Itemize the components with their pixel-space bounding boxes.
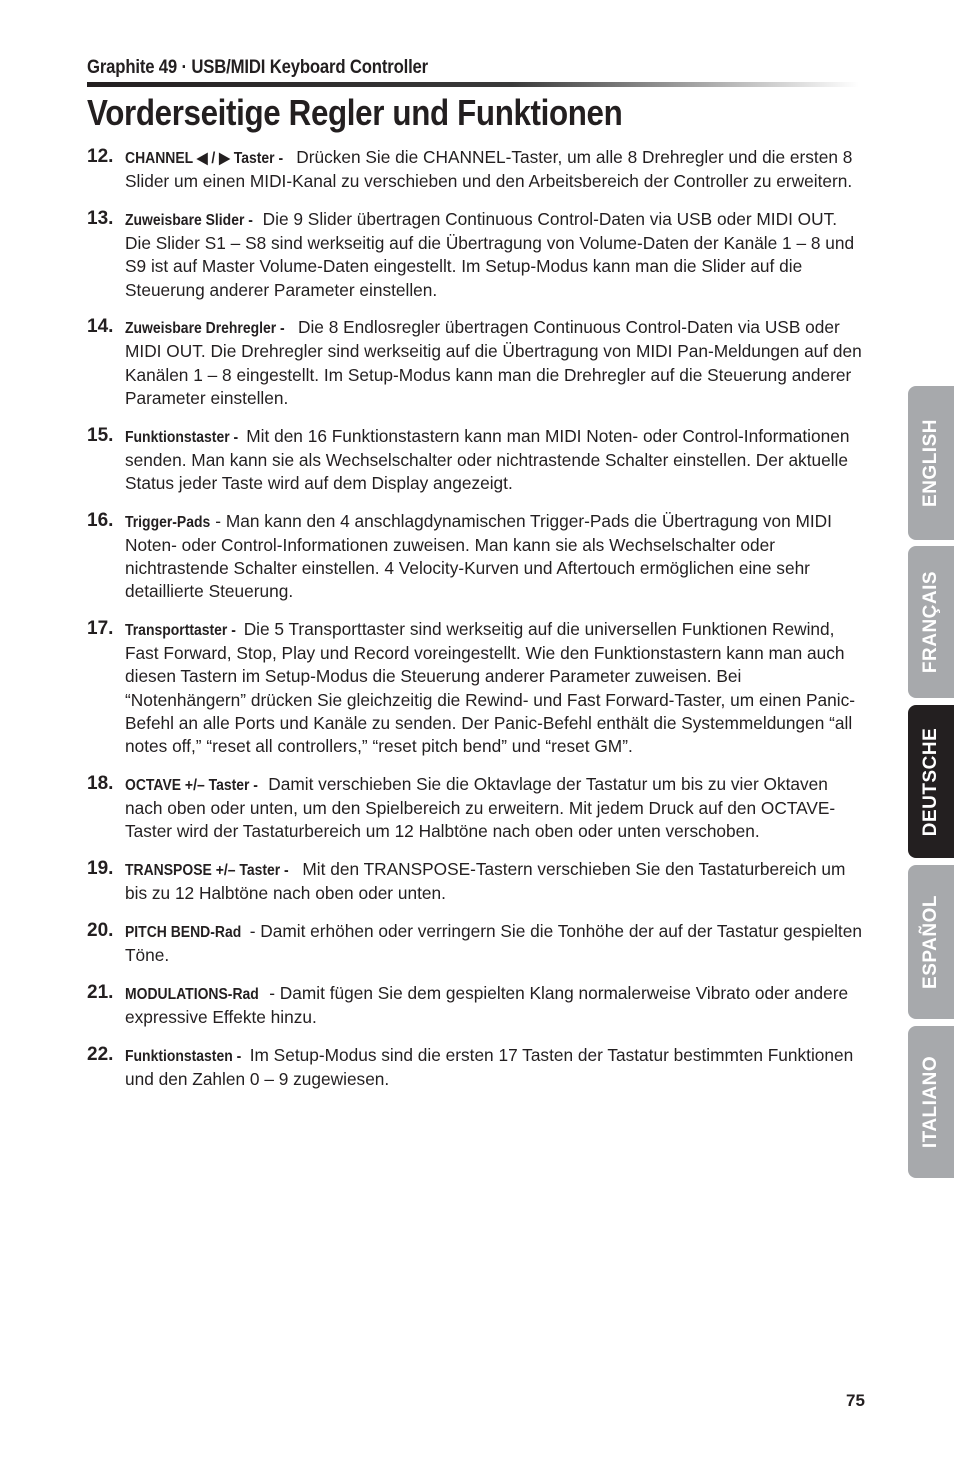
tab-label: ENGLISH <box>920 419 941 507</box>
item-description: Die 9 Slider übertragen Continuous Control-Daten via USB oder MIDI OUT. Die Slider S1 – S8 sind werkseitig auf die Übertragung von Volume-Daten der Kanäle 1 – 8 und S9 ist auf Master Volume-Daten eingestellt. Im Setup-Modus kann man die Slider auf die Steuerung anderer Parameter einstellen. <box>125 208 855 300</box>
list-item <box>87 858 867 905</box>
item-number: 12. <box>87 146 114 167</box>
item-number: 17. <box>87 617 114 639</box>
item-number: 14. <box>87 316 114 338</box>
item-term: Funktionstasten - <box>125 1047 242 1065</box>
item-number: 19. <box>87 857 114 879</box>
running-header: Graphite 49 · USB/MIDI Keyboard Controller <box>87 57 428 78</box>
item-term: PITCH BEND-Rad <box>125 923 242 941</box>
item-term: OCTAVE +/– Taster - <box>125 776 258 794</box>
item-term: Zuweisbare Drehregler - <box>125 320 285 338</box>
feature-list <box>87 146 867 1105</box>
item-description: - Damit fügen Sie dem gespielten Klang normalerweise Vibrato oder andere expressive Effekte hinzu. <box>125 982 849 1027</box>
item-number: 20. <box>87 919 114 941</box>
item-term: Zuweisbare Slider - <box>125 211 253 229</box>
list-item <box>87 208 867 302</box>
item-term: Trigger-Pads <box>125 513 211 531</box>
list-item <box>87 1044 867 1091</box>
item-number: 21. <box>87 981 114 1003</box>
item-description: Die 8 Endlosregler übertragen Continuous Control-Daten via USB oder MIDI OUT. Die Drehregler sind werkseitig auf die Übertragung von MIDI Pan-Meldungen auf den Kanälen 1 – 8 eingestellt. Im Setup-Modus kann man die Drehregler auf die Steuerung anderer Parameter einstellen. <box>125 317 862 408</box>
list-item <box>87 920 867 967</box>
item-term: Funktionstaster - <box>125 428 239 446</box>
page-title: Vorderseitige Regler und Funktionen <box>87 92 623 133</box>
item-description: Mit den 16 Funktionstastern kann man MIDI Noten- oder Control-Informationen senden. Man kann sie als Wechselschalter oder nichtrastende Schalter einstellen. Der aktuelle Status jeder Taste wird auf dem Display angezeigt. <box>125 425 850 493</box>
header-rule <box>87 82 859 87</box>
item-number: 22. <box>87 1043 114 1065</box>
item-term: MODULATIONS-Rad <box>125 985 259 1003</box>
tab-francais[interactable] <box>908 546 954 698</box>
item-term: Transporttaster - <box>125 621 236 639</box>
item-number: 16. <box>87 509 114 531</box>
list-item <box>87 425 867 496</box>
item-description: Im Setup-Modus sind die ersten 17 Tasten der Tastatur bestimmten Funktionen und den Zahlen 0 – 9 zugewiesen. <box>125 1044 854 1089</box>
tab-deutsche[interactable] <box>908 705 954 858</box>
tab-label: ITALIANO <box>920 1055 941 1149</box>
list-item <box>87 510 867 604</box>
tab-label: DEUTSCHE <box>920 727 941 836</box>
item-description: Mit den TRANSPOSE-Tastern verschieben Sie den Tastaturbereich um bis zu 12 Halbtöne nach oben oder unten. <box>125 858 846 903</box>
page-number: 75 <box>846 1391 865 1410</box>
item-description: Die 5 Transporttaster sind werkseitig auf die universellen Funktionen Rewind, Fast Forward, Stop, Play und Record voreingestellt. Wie den Funktionstastern kann man auch diesen Tastern im Setup-Modus die Steuerung anderer Parameter zuweisen. Bei “Notenhängern” drücken Sie gleichzeitig die Rewind- und Fast Forward-Taster, um einen Panic-Befehl an alle Ports und Kanäle zu senden. Der Panic-Befehl enthält die Systemmeldungen “all notes off,” “reset all controllers,” “reset pitch bend” und “reset GM”. <box>125 618 856 756</box>
tab-english[interactable] <box>908 386 954 540</box>
tab-label: ESPAÑOL <box>920 895 941 989</box>
tab-espanol[interactable] <box>908 865 954 1019</box>
item-number: 15. <box>87 424 114 446</box>
item-term: TRANSPOSE +/– Taster - <box>125 861 289 879</box>
list-item <box>87 316 867 410</box>
list-item <box>87 773 867 844</box>
list-item <box>87 146 867 193</box>
item-term: CHANNEL ◀ / ▶ Taster - <box>125 150 284 167</box>
tab-italiano[interactable] <box>908 1026 954 1178</box>
item-description: Damit verschieben Sie die Oktavlage der Tastatur um bis zu vier Oktaven nach oben oder unten, um den Spielbereich zu erweitern. Mit jedem Druck auf den OCTAVE-Taster wird der Tastaturbereich um 12 Halbtöne nach oben oder unten verschoben. <box>125 773 836 842</box>
item-number: 13. <box>87 207 114 229</box>
item-description: - Damit erhöhen oder verringern Sie die Tonhöhe der auf der Tastatur gespielten Töne. <box>125 920 862 965</box>
item-description: Drücken Sie die CHANNEL-Taster, um alle 8 Drehregler und die ersten 8 Slider um einen MIDI-Kanal zu verschieben und den Arbeitsbereich der Controller zu erweitern. <box>125 147 853 192</box>
item-number: 18. <box>87 772 114 794</box>
list-item <box>87 982 867 1029</box>
item-description: - Man kann den 4 anschlagdynamischen Trigger-Pads die Übertragung von MIDI Noten- oder Control-Informationen zuweisen. Man kann sie als Wechselschalter oder nichtrastende Schalter einstellen. 4 Velocity-Kurven und Aftertouch ermöglichen eine sehr detaillierte Steuerung. <box>125 510 832 602</box>
list-item <box>87 618 867 758</box>
tab-label: FRANÇAIS <box>920 570 941 674</box>
